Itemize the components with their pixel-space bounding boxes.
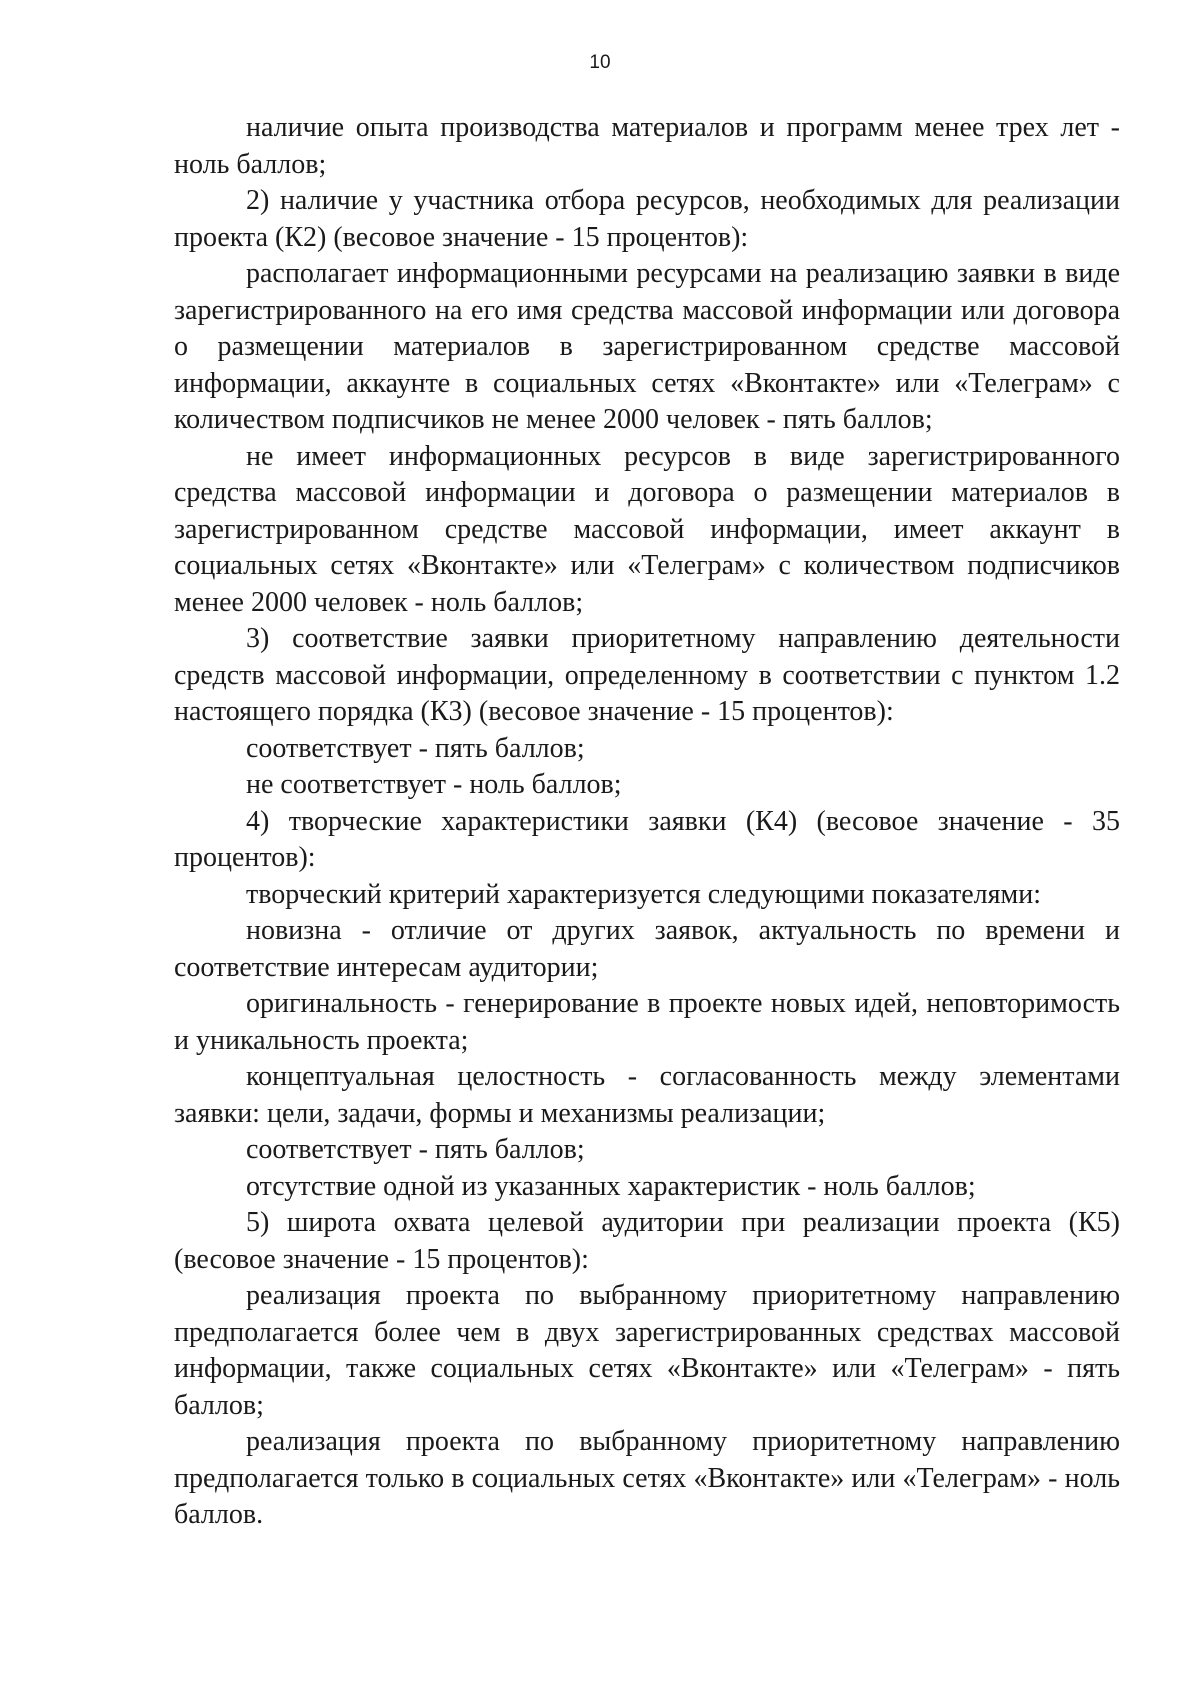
paragraph-criterion-k2: 2) наличие у участника отбора ресурсов, необходимых для реализации проекта (К2) (весовое значение - 15 процентов):	[174, 185, 1120, 253]
paragraph-criterion-k3: 3) соответствие заявки приоритетному направлению деятельности средств массовой информации, определенному в соответствии с пунктом 1.2 настоящего порядка (К3) (весовое значение - 15 процентов):	[174, 623, 1120, 727]
paragraph-k4-integrity: концептуальная целостность - согласованность между элементами заявки: цели, задачи, формы и механизмы реализации;	[174, 1061, 1120, 1129]
page-number: 10	[589, 52, 611, 73]
paragraph-criterion-k4: 4) творческие характеристики заявки (К4) (весовое значение - 35 процентов):	[174, 805, 1120, 873]
paragraph-k4-zero-points: отсутствие одной из указанных характеристик - ноль баллов;	[246, 1170, 976, 1202]
paragraph-k4-novelty: новизна - отличие от других заявок, актуальность по времени и соответствие интересам аудитории;	[174, 915, 1120, 983]
paragraph-experience-zero: наличие опыта производства материалов и программ менее трех лет - ноль баллов;	[174, 112, 1120, 180]
document-body	[174, 110, 1120, 1534]
paragraph-k4-indicators: творческий критерий характеризуется следующими показателями:	[246, 878, 1042, 910]
paragraph-criterion-k5: 5) широта охвата целевой аудитории при реализации проекта (К5) (весовое значение - 15 процентов):	[174, 1207, 1120, 1275]
paragraph-k3-five-points: соответствует - пять баллов;	[246, 732, 585, 764]
paragraph-k3-zero-points: не соответствует - ноль баллов;	[246, 769, 622, 800]
paragraph-k5-zero-points: реализация проекта по выбранному приоритетному направлению предполагается только в социальных сетях «Вконтакте» или «Телеграм» - ноль баллов.	[174, 1426, 1120, 1530]
paragraph-k4-originality: оригинальность - генерирование в проекте новых идей, неповторимость и уникальность проекта;	[174, 988, 1120, 1056]
paragraph-k4-five-points: соответствует - пять баллов;	[246, 1134, 585, 1165]
paragraph-k2-zero-points: не имеет информационных ресурсов в виде зарегистрированного средства массовой информации и договора о размещении материалов в зарегистрированном средстве массовой информации, имеет аккаунт в социальных сетях «Вконтакте» или «Телеграм» с количеством подписчиков менее 2000 человек - ноль баллов;	[174, 440, 1120, 618]
paragraph-k5-five-points: реализация проекта по выбранному приоритетному направлению предполагается более чем в двух зарегистрированных средствах массовой информации, также социальных сетях «Вконтакте» или «Телеграм» - пять баллов;	[174, 1280, 1120, 1421]
paragraph-k2-five-points: располагает информационными ресурсами на реализацию заявки в виде зарегистрированного на его имя средства массовой информации или договора о размещении материалов в зарегистрированном средстве массовой информации, аккаунте в социальных сетях «Вконтакте» или «Телеграм» с количеством подписчиков не менее 2000 человек - пять баллов;	[174, 258, 1120, 435]
